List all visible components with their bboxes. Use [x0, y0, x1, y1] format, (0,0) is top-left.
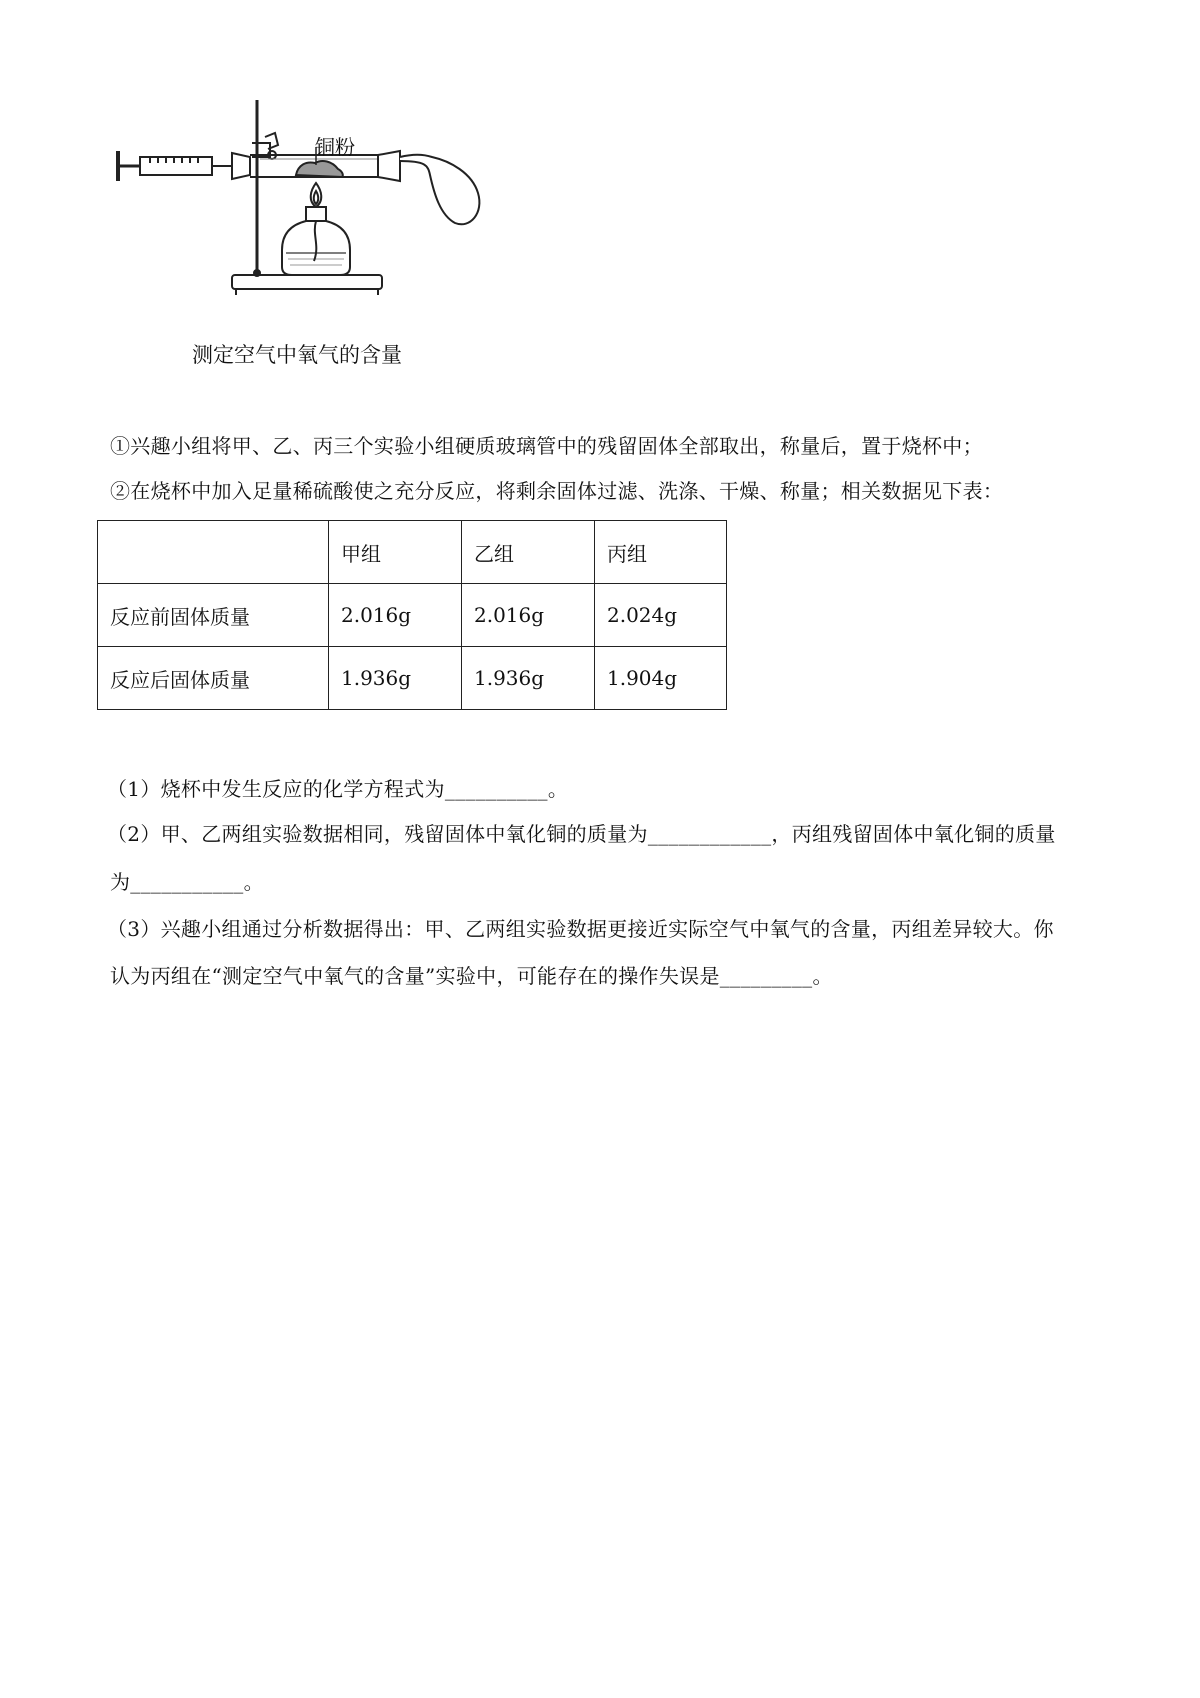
- apparatus-figure: [110, 95, 530, 370]
- table-cell: 反应后固体质量: [98, 647, 329, 710]
- step-1-text: ①兴趣小组将甲、乙、丙三个实验小组硬质玻璃管中的残留固体全部取出，称量后，置于烧杯中；: [110, 434, 983, 458]
- table-header-cell: 乙组: [462, 521, 595, 584]
- table-header-row: [98, 521, 727, 584]
- table-row: [98, 647, 727, 710]
- table-cell: 1.936g: [462, 647, 595, 710]
- table-header-cell: 丙组: [595, 521, 727, 584]
- question-3-line-2: 认为丙组在“测定空气中氧气的含量”实验中，可能存在的操作失误是_________。: [110, 964, 833, 988]
- data-table: [97, 520, 727, 710]
- question-1: （1）烧杯中发生反应的化学方程式为__________。: [107, 777, 569, 801]
- table-header-cell: [98, 521, 329, 584]
- figure-caption: 测定空气中氧气的含量: [192, 343, 402, 367]
- question-2-line-2: 为___________。: [110, 870, 264, 894]
- step-2-text: ②在烧杯中加入足量稀硫酸使之充分反应，将剩余固体过滤、洗涤、干燥、称量；相关数据见下表：: [110, 479, 1004, 503]
- table-cell: 1.904g: [595, 647, 727, 710]
- table-cell: 1.936g: [329, 647, 462, 710]
- table-cell: 2.016g: [329, 584, 462, 647]
- table-header-cell: 甲组: [329, 521, 462, 584]
- copper-powder-label: 铜粉: [315, 135, 355, 159]
- question-3-line-1: （3）兴趣小组通过分析数据得出：甲、乙两组实验数据更接近实际空气中氧气的含量，丙组差异较大。你: [107, 917, 1054, 941]
- table-row: [98, 584, 727, 647]
- table-cell: 2.024g: [595, 584, 727, 647]
- table-cell: 反应前固体质量: [98, 584, 329, 647]
- table-cell: 2.016g: [462, 584, 595, 647]
- question-2-line-1: （2）甲、乙两组实验数据相同，残留固体中氧化铜的质量为____________，丙组残留固体中氧化铜的质量: [107, 822, 1056, 846]
